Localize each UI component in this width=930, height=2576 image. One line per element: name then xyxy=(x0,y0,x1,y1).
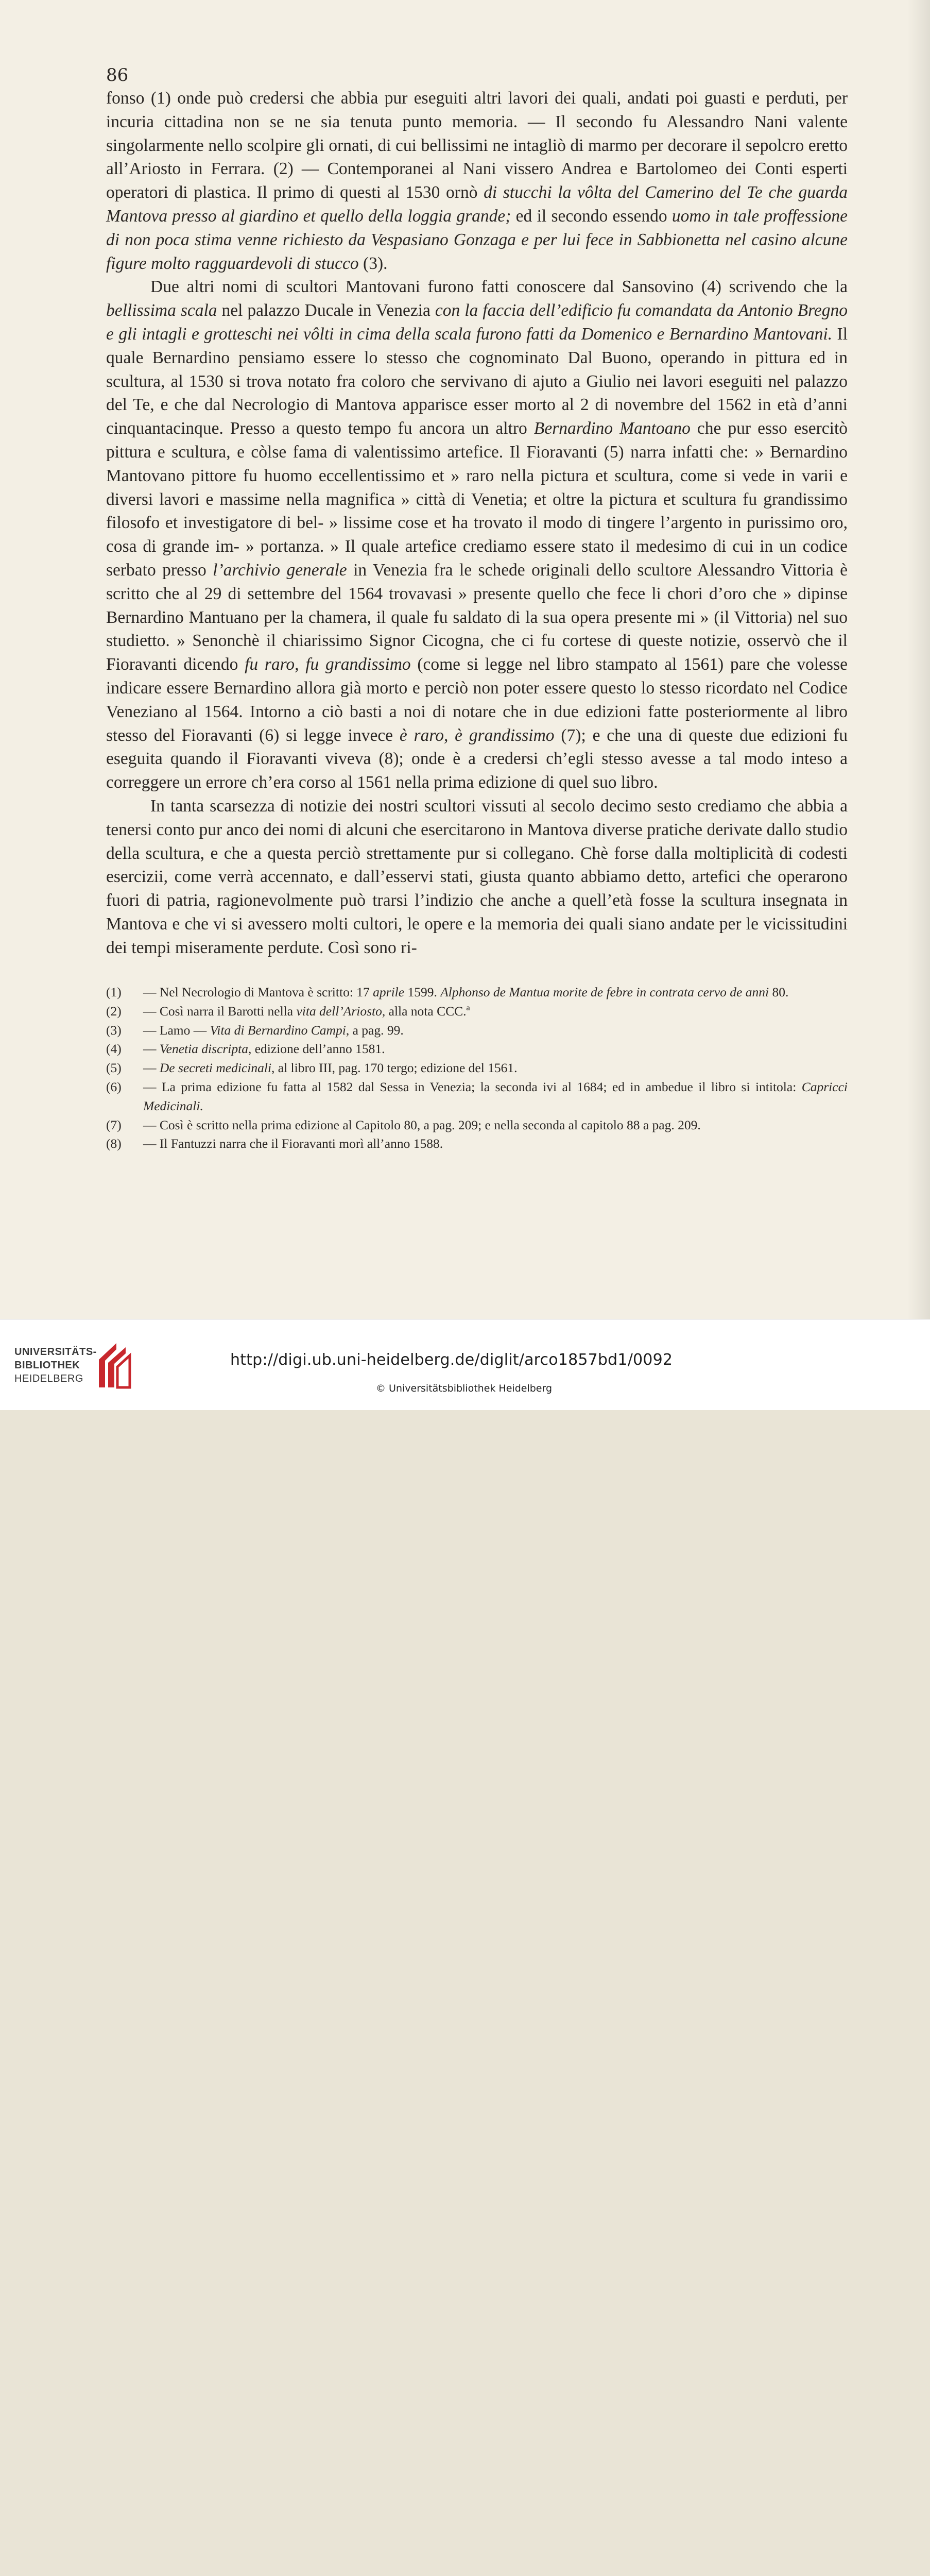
text-run: fonso (1) onde può credersi che abbia pur eseguiti altri lavori dei quali, andati poi guasti e perduti, per incuria cittadina non se ne sia tenuta punto memoria. — Il secondo fu Alessandro Nani valente singolarmente nello scolpire gli ornati, di cui bellissimi ne intagliò di marmo per decorare il sepolcro eretto all’Ariosto in Ferrara. (2) — Contemporanei al Nani vissero Andrea e Bartolomeo dei Conti esperti operatori di plastica. Il primo di questi al 1530 ornò xyxy=(106,89,848,202)
footnote-number: (3) xyxy=(106,1022,122,1038)
footnote xyxy=(106,1116,848,1135)
italic-text: Vita di Bernardino Campi xyxy=(210,1022,346,1038)
footnote-number: (5) xyxy=(106,1060,122,1076)
body-text xyxy=(106,87,848,959)
copyright-notice: © Universitätsbibliothek Heidelberg xyxy=(376,1383,553,1394)
text-run: — La prima edizione fu fatta al 1582 dal Sessa in Venezia; la seconda ivi al 1684; ed in ambedue il libro si intitola: xyxy=(143,1079,802,1094)
text-run: Due altri nomi di scultori Mantovani furono fatti conoscere dal Sansovino (4) scrivendo che la xyxy=(150,277,848,297)
permalink-url[interactable]: http://digi.ub.uni-heidelberg.de/diglit/arco1857bd1/0092 xyxy=(230,1351,673,1369)
text-run: , a pag. 99. xyxy=(346,1022,404,1038)
footnote xyxy=(106,1021,848,1040)
text-run: in Venezia fra le schede originali dello scultore Alessandro Vittoria è scritto che al 29 di settembre del 1564 trovavasi » presente quello che fece li chori d’oro che » dipinse Bernardino Mantuano per la chamera, il quale fu saldato di la sua opera presente mi » (il Vittoria) nel suo studietto. » Senonchè il chiarissimo Signor Cicogna, che ci fu cortese di queste notizie, osservò che il Fioravanti dicendo xyxy=(106,560,848,674)
library-logo[interactable] xyxy=(14,1342,133,1394)
text-run: alla nota CCC.ª xyxy=(385,1003,470,1019)
text-run: (7); e che una di queste due edizioni fu eseguita quando il Fioravanti viveva (8); onde è a credersi ch’egli stesso avesse a tal modo inteso a correggere un errore ch’era corso al 1561 nella prima edizione di quel suo libro. xyxy=(106,725,848,792)
text-run: (come si legge nel libro stampato al 1561) pare che volesse indicare essere Bernardino allora già morto e perciò non poter essere questo lo stesso ricordato nel Codice Veneziano al 1564. Intorno a ciò basti a noi di notare che in due edizioni fatte posteriormente al libro stesso del Fioravanti (6) si legge invece xyxy=(106,655,848,745)
footnote xyxy=(106,1059,848,1078)
page-edge-shadow xyxy=(907,0,930,1319)
library-name-line: HEIDELBERG xyxy=(14,1373,83,1384)
italic-text: uomo in tale proffessione di non poca stima venne richiesto da Vespasiano Gonzaga e per lui fece in Sabbionetta nel casino alcune figure molto ragguardevoli di stucco xyxy=(106,206,848,273)
italic-text: con la faccia dell’edificio fu comandata da Antonio Bregno e gli intagli e grotteschi nei vôlti in cima della scala furono fatti da Domenico e Bernardino Mantovani. xyxy=(106,301,848,344)
italic-text: aprile xyxy=(373,985,405,999)
footnote-number: (7) xyxy=(106,1117,122,1132)
text-run: , edizione dell’anno 1581. xyxy=(248,1041,385,1057)
text-run: — Così narra il Barotti nella xyxy=(143,1003,297,1019)
library-name-line: UNIVERSITÄTS- xyxy=(14,1346,97,1358)
footnote-number: (4) xyxy=(106,1041,122,1057)
library-emblem-icon xyxy=(96,1342,132,1389)
italic-text: è raro, è grandissimo xyxy=(399,725,555,745)
footnote xyxy=(106,1134,848,1154)
italic-text: l’archivio generale xyxy=(213,560,347,580)
italic-text: Venetia discripta xyxy=(159,1041,248,1057)
text-run: , al libro III, pag. 170 tergo; edizione del 1561. xyxy=(271,1060,518,1076)
footnote-number: (8) xyxy=(106,1136,122,1151)
footnotes xyxy=(106,983,848,1154)
text-run: ed il secondo essendo xyxy=(511,206,672,226)
italic-text: Capricci Medicinali. xyxy=(143,1079,848,1113)
paragraph xyxy=(106,87,848,275)
paragraph xyxy=(106,275,848,794)
text-run: — Il Fantuzzi narra che il Fioravanti morì all’anno 1588. xyxy=(143,1136,443,1151)
text-run: — xyxy=(143,1060,160,1076)
footnote xyxy=(106,1040,848,1059)
page-number: 86 xyxy=(106,65,129,86)
italic-text: vita dell’Ariosto, xyxy=(296,1003,386,1019)
text-run: che pur esso esercitò pittura e scultura, e còlse fama di valentissimo artefice. Il Fioravanti (5) narra infatti che: » Bernardino Mantovano pittore fu huomo eccellentissimo et » raro nella pictura et scultura, come si vede in varii e diversi lavori e massime nella magnifica » città di Venetia; et oltre la pictura et scultura fu grandissimo filosofo et investigatore di bel- » lissime cose et ha trovato il modo di tingere l’argento in purissimo oro, cosa di grande im- » portanza. » Il quale artefice crediamo essere stato il medesimo di cui in un codice serbato presso xyxy=(106,419,848,580)
footnote xyxy=(106,1078,848,1116)
footnote-number: (6) xyxy=(106,1079,122,1094)
text-run: — Lamo — xyxy=(143,1022,210,1038)
paragraph xyxy=(106,794,848,960)
footnote-number: (2) xyxy=(106,1003,122,1019)
italic-text: fu raro, fu grandissimo xyxy=(245,655,411,674)
italic-text: Alphonso de Mantua morite de febre in contrata cervo de anni xyxy=(440,985,769,999)
italic-text: bellissima scala xyxy=(106,301,217,320)
text-run: (3). xyxy=(358,253,388,273)
footnote xyxy=(106,983,848,1002)
footnote-number: (1) xyxy=(106,985,122,999)
text-run: Il quale Bernardino pensiamo essere lo stesso che cognominato Dal Buono, operando in pittura ed in scultura, al 1530 si trova notato fra coloro che servivano di ajuto a Giulio nei lavori eseguiti nel palazzo del Te, e che dal Necrologio di Mantova apparisce esser morto al 2 di novembre del 1562 in età d’anni cinquantacinque. Presso a questo tempo fu ancora un altro xyxy=(106,324,848,438)
text-run: — Così è scritto nella prima edizione al Capitolo 80, a pag. 209; e nella seconda al capitolo 88 a pag. 209. xyxy=(143,1117,701,1132)
text-run: nel palazzo Ducale in Venezia xyxy=(217,301,435,320)
library-name-line: BIBLIOTHEK xyxy=(14,1360,80,1371)
library-name xyxy=(14,1345,97,1385)
text-run: 80. xyxy=(769,985,789,999)
footnote xyxy=(106,1002,848,1021)
text-run: — Nel Necrologio di Mantova è scritto: 17 xyxy=(143,985,373,999)
italic-text: De secreti medicinali xyxy=(159,1060,272,1076)
text-run: 1599. xyxy=(404,985,441,999)
text-run: In tanta scarsezza di notizie dei nostri scultori vissuti al secolo decimo sesto crediamo che abbia a tenersi conto pur anco dei nomi di alcuni che esercitarono in Mantova diverse pratiche derivate dallo studio della scultura, e che a questa perciò strettamente pur si collegano. Chè forse dalla moltiplicità di codesti esercizii, come verrà accennato, e dall’esservi stati, giusta quanto abbiamo detto, artefici che operarono fuori di patria, ragionevolmente può trarsi l’indizio che anche a quell’età fosse la scultura insegnata in Mantova e che vi si avessero molti cultori, le opere e la memoria dei quali siano andate per le vicissitudini dei tempi miseramente perdute. Così sono ri- xyxy=(106,796,848,957)
italic-text: Bernardino Mantoano xyxy=(533,419,691,438)
text-run: — xyxy=(143,1041,160,1057)
italic-text: di stucchi la vôlta del Camerino del Te che guarda Mantova presso al giardino et quello della loggia grande; xyxy=(106,183,848,226)
